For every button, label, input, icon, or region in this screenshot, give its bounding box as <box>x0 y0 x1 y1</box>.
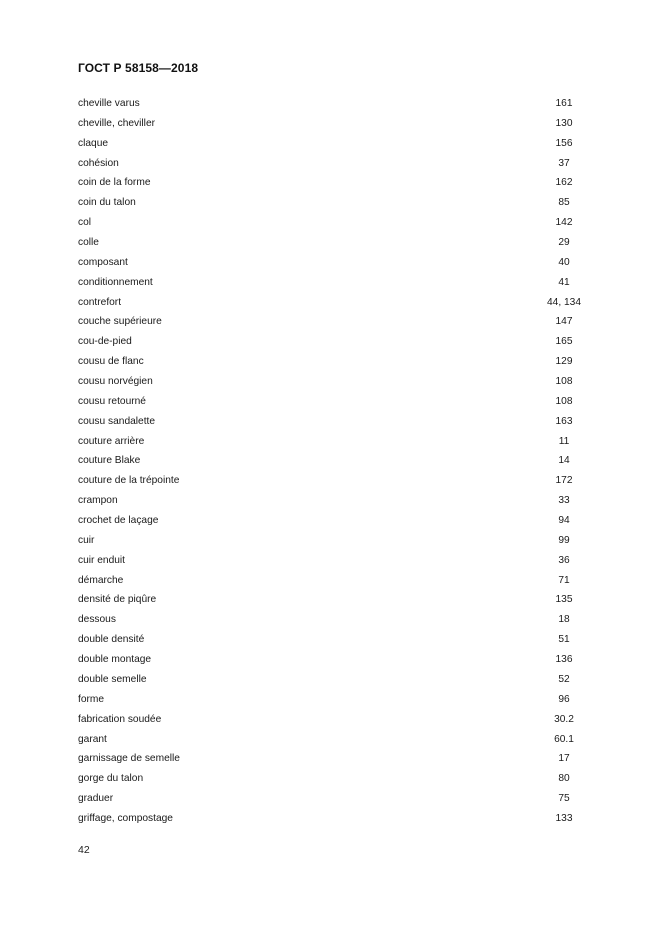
index-term: cheville varus <box>78 98 140 109</box>
document-header: ГОСТ Р 58158—2018 <box>78 61 199 75</box>
index-term: cou-de-pied <box>78 336 132 348</box>
index-row <box>78 293 608 313</box>
index-term: contrefort <box>78 296 122 308</box>
index-ref: 18 <box>558 614 570 626</box>
index-row <box>78 154 608 174</box>
index-ref: 133 <box>555 812 573 824</box>
index-row <box>78 531 608 551</box>
index-row <box>78 749 608 769</box>
index-ref: 41 <box>558 276 570 288</box>
index-row <box>78 94 608 114</box>
index-term: forme <box>78 693 105 705</box>
index-term: couture Blake <box>78 455 141 467</box>
page-number: 42 <box>78 844 90 856</box>
index-ref: 17 <box>558 753 570 765</box>
index-term: colle <box>78 237 99 249</box>
index-row <box>78 173 608 193</box>
index-term: cousu retourné <box>78 395 146 407</box>
index-term: garnissage de semelle <box>78 753 180 765</box>
index-term: conditionnement <box>78 276 153 288</box>
index-row <box>78 392 608 412</box>
index-row <box>78 730 608 750</box>
index-row <box>78 571 608 591</box>
index-ref: 36 <box>558 554 570 566</box>
index-row <box>78 670 608 690</box>
index-ref: 136 <box>555 654 573 666</box>
index-ref: 162 <box>555 177 573 189</box>
index-term: double semelle <box>78 673 147 685</box>
index-row <box>78 650 608 670</box>
index-row <box>78 590 608 610</box>
index-row <box>78 630 608 650</box>
index-ref: 163 <box>555 415 573 427</box>
index-row <box>78 551 608 571</box>
index-term: double densité <box>78 634 145 646</box>
index-row <box>78 332 608 352</box>
index-row <box>78 213 608 233</box>
index-ref: 33 <box>558 495 570 507</box>
index-ref: 29 <box>558 237 570 249</box>
index-ref: 44, 134 <box>547 296 581 308</box>
index-term: graduer <box>78 793 114 805</box>
index-term: fabrication soudée <box>78 713 162 725</box>
index-ref: 108 <box>555 395 573 407</box>
index-row <box>78 372 608 392</box>
index-row <box>78 610 608 630</box>
index-ref: 172 <box>555 475 573 487</box>
index-ref: 161 <box>555 98 573 109</box>
index-ref: 51 <box>558 634 570 646</box>
index-term: couture arrière <box>78 435 145 447</box>
index-term: cousu norvégien <box>78 376 153 388</box>
index-ref: 80 <box>558 773 570 785</box>
index-term: col <box>78 217 92 229</box>
index-term: couture de la trépointe <box>78 475 180 487</box>
index-term: cousu sandalette <box>78 415 156 427</box>
index-row <box>78 134 608 154</box>
index-row <box>78 253 608 273</box>
index-row <box>78 412 608 432</box>
index-term: garant <box>78 733 107 745</box>
index-ref: 71 <box>558 574 570 586</box>
index-ref: 130 <box>555 117 573 129</box>
index-row <box>78 789 608 809</box>
index-row <box>78 451 608 471</box>
index-term: densité de piqûre <box>78 594 157 606</box>
index-row <box>78 432 608 452</box>
index-ref: 147 <box>555 316 573 328</box>
index-ref: 75 <box>558 793 570 805</box>
index-row <box>78 233 608 253</box>
index-ref: 37 <box>558 157 570 169</box>
index-term: cousu de flanc <box>78 356 144 368</box>
index-row <box>78 769 608 789</box>
index-ref: 60.1 <box>554 733 574 745</box>
index-term: coin du talon <box>78 197 136 209</box>
index-row <box>78 491 608 511</box>
index-term: cohésion <box>78 157 119 169</box>
index-term: cuir enduit <box>78 554 126 566</box>
index-term: crochet de laçage <box>78 515 159 527</box>
index-term: composant <box>78 256 128 268</box>
index-ref: 11 <box>558 435 570 447</box>
index-row <box>78 511 608 531</box>
index-term: démarche <box>78 574 124 586</box>
index-term: cuir <box>78 534 95 546</box>
index-ref: 108 <box>555 376 573 388</box>
index-row <box>78 114 608 134</box>
index-row <box>78 809 608 829</box>
index-term: claque <box>78 137 109 149</box>
index-term: crampon <box>78 495 118 507</box>
index-ref: 94 <box>558 515 570 527</box>
index-term: griffage, compostage <box>78 812 173 824</box>
index-ref: 129 <box>555 356 573 368</box>
index-ref: 99 <box>558 534 570 546</box>
index-term: dessous <box>78 614 116 626</box>
index-ref: 142 <box>555 217 573 229</box>
index-row <box>78 710 608 730</box>
index-row <box>78 312 608 332</box>
index-row <box>78 273 608 293</box>
index-term: gorge du talon <box>78 773 144 785</box>
index-row <box>78 690 608 710</box>
index-term: couche supérieure <box>78 316 162 328</box>
index-row <box>78 193 608 213</box>
index-term: double montage <box>78 654 152 666</box>
index-ref: 14 <box>558 455 570 467</box>
index-term: cheville, cheviller <box>78 117 156 129</box>
index-ref: 96 <box>558 693 570 705</box>
index-ref: 156 <box>555 137 573 149</box>
index-term: coin de la forme <box>78 177 151 189</box>
index-row <box>78 471 608 491</box>
index-ref: 40 <box>558 256 570 268</box>
index-ref: 135 <box>555 594 573 606</box>
index-ref: 52 <box>558 673 570 685</box>
index-ref: 165 <box>555 336 573 348</box>
index-row <box>78 352 608 372</box>
index-ref: 30.2 <box>554 713 574 725</box>
index-ref: 85 <box>558 197 570 209</box>
index-list <box>78 94 608 829</box>
